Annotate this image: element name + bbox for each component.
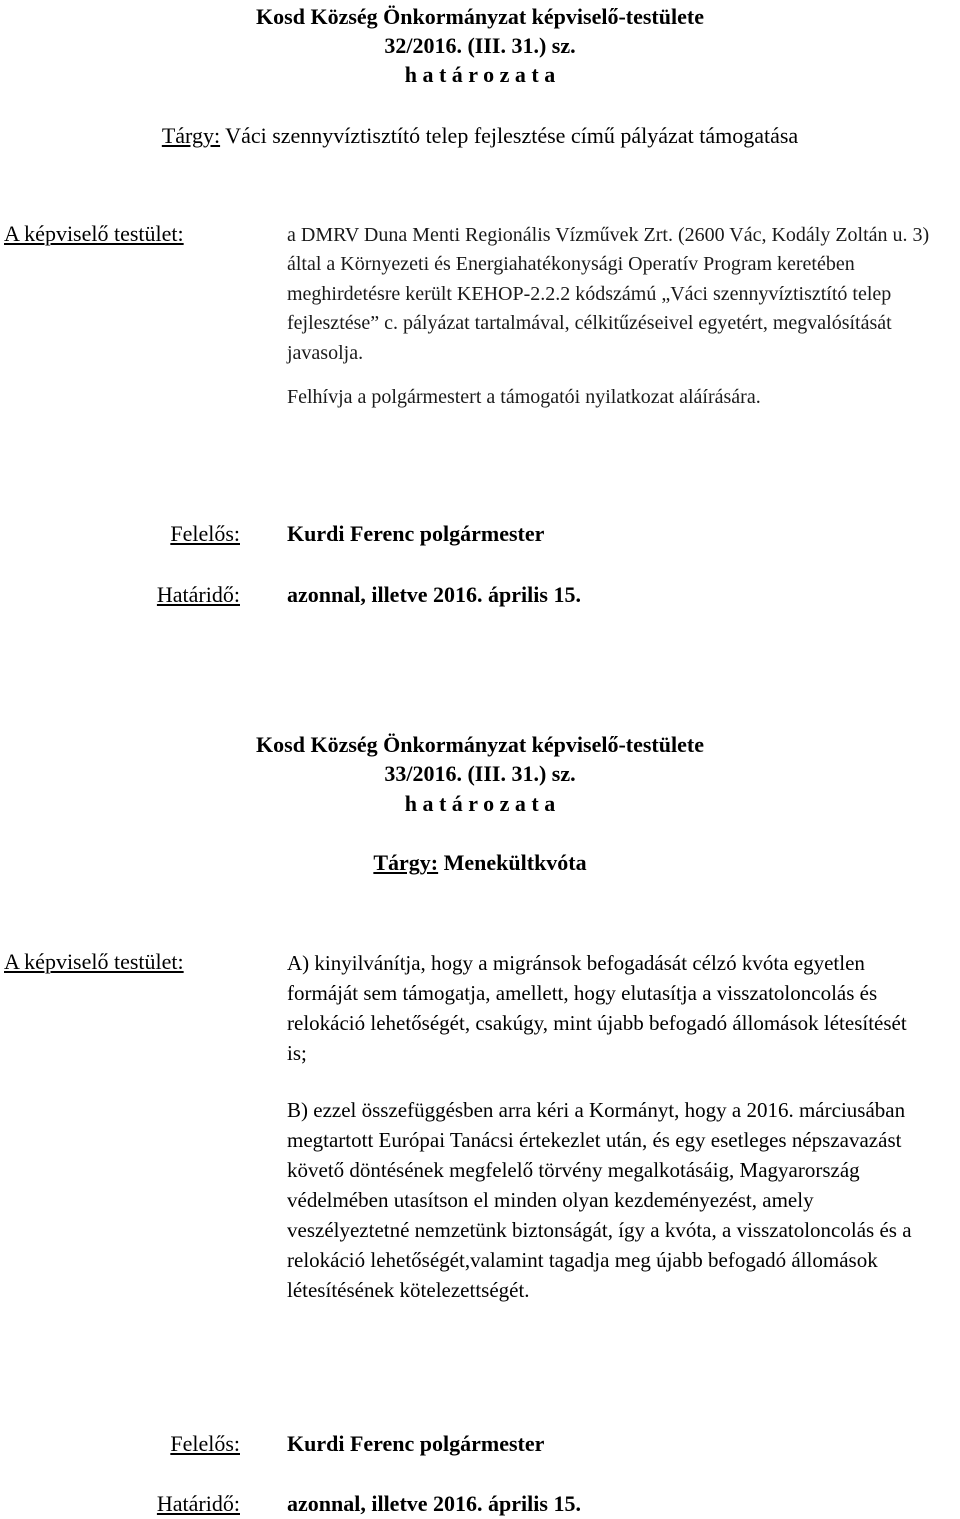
subject-text: Menekültkvóta (438, 850, 587, 875)
body-paragraph: A) kinyilvánítja, hogy a migránsok befogadását célzó kvóta egyetlen formáját sem támogatja, amellett, hogy elutasítja a visszatoloncolás és relokáció lehetőségét, csakúgy, mint újabb befogadó állomások létesítését is; (287, 951, 907, 1065)
body-label: A képviselő testület: (4, 221, 184, 246)
resolution-number: 33/2016. (III. 31.) sz. (384, 761, 576, 786)
responsible-value: Kurdi Ferenc polgármester (287, 1431, 545, 1456)
responsible-label: Felelős: (170, 521, 240, 546)
resolution-heading: h a t á r o z a t a (404, 791, 556, 816)
deadline-label: Határidő: (156, 1491, 240, 1516)
header-title: Kosd Község Önkormányzat képviselő-testülete (256, 4, 704, 29)
responsible-value: Kurdi Ferenc polgármester (287, 521, 545, 546)
resolution-body (287, 948, 927, 1305)
subject-line (0, 121, 960, 150)
body-paragraph: a DMRV Duna Menti Regionális Vízművek Zrt. (2600 Vác, Kodály Zoltán u. 3) által a Környezeti és Energiahatékonysági Operatív Program keretében meghirdetésre került KEHOP-2.2.2 kódszámú „Váci szennyvíztisztító telep fejlesztése” c. pályázat tartalmával, célkitűzéseivel egyetért, megvalósítását javasolja. (287, 224, 930, 364)
subject-line (0, 848, 960, 877)
body-paragraph: Felhívja a polgármestert a támogatói nyilatkozat aláírására. (287, 386, 761, 409)
body-paragraph: B) ezzel összefüggésben arra kéri a Kormányt, hogy a 2016. márciusában megtartott Európai Tanácsi értekezlet után, és egy esetleges népszavazást követő döntésének megfelelő törvény megalkotásáig, Magyarország védelmében utasítson el minden olyan kezdeményezést, amely veszélyeztetné nemzetünk biztonságát, így a kvóta, a visszatoloncolás és a relokáció lehetőségét,valamint tagadja meg újabb befogadó állomások létesítésének kötelezettségét. (287, 1098, 912, 1302)
deadline-value: azonnal, illetve 2016. április 15. (287, 582, 581, 607)
resolution-body (287, 221, 957, 412)
deadline-value: azonnal, illetve 2016. április 15. (287, 1491, 581, 1516)
subject-label: Tárgy: (161, 123, 221, 148)
deadline-label: Határidő: (156, 582, 240, 607)
responsible-label: Felelős: (170, 1431, 240, 1456)
body-label: A képviselő testület: (4, 949, 184, 974)
resolution-heading: h a t á r o z a t a (404, 62, 556, 87)
resolution-number: 32/2016. (III. 31.) sz. (384, 33, 576, 58)
subject-text: Váci szennyvíztisztító telep fejlesztése című pályázat támogatása (220, 123, 799, 148)
subject-label: Tárgy: (373, 850, 439, 875)
header-title: Kosd Község Önkormányzat képviselő-testülete (256, 732, 704, 757)
